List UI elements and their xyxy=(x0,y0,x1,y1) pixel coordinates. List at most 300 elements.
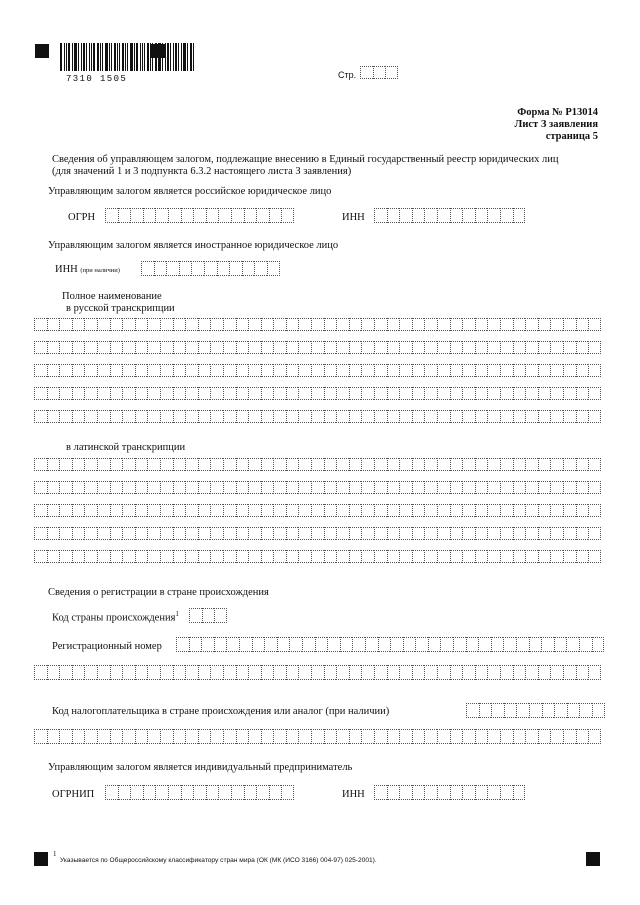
char-cell[interactable] xyxy=(500,665,513,680)
char-cell[interactable] xyxy=(248,364,261,377)
char-cell[interactable] xyxy=(399,387,412,400)
char-cell[interactable] xyxy=(538,481,551,494)
char-cell[interactable] xyxy=(576,481,589,494)
char-cell[interactable] xyxy=(529,637,542,652)
char-cell[interactable] xyxy=(198,729,211,744)
char-cell[interactable] xyxy=(97,550,110,563)
char-cell[interactable] xyxy=(47,504,60,517)
char-cell[interactable] xyxy=(185,729,198,744)
char-cell[interactable] xyxy=(487,208,500,223)
char-cell[interactable] xyxy=(352,637,365,652)
char-cell[interactable] xyxy=(529,703,542,718)
char-cell[interactable] xyxy=(324,504,337,517)
char-cell[interactable] xyxy=(462,387,475,400)
char-cell[interactable] xyxy=(487,387,500,400)
char-cell[interactable] xyxy=(248,550,261,563)
char-cell[interactable] xyxy=(223,665,236,680)
char-cell[interactable] xyxy=(550,729,563,744)
char-cell[interactable] xyxy=(59,527,72,540)
char-cell[interactable] xyxy=(110,527,123,540)
char-cell[interactable] xyxy=(286,387,299,400)
char-cell[interactable] xyxy=(450,208,463,223)
char-cell[interactable] xyxy=(440,637,453,652)
char-cell[interactable] xyxy=(567,703,580,718)
char-cell[interactable] xyxy=(210,341,223,354)
char-cell[interactable] xyxy=(160,387,173,400)
char-cell[interactable] xyxy=(298,481,311,494)
char-cell[interactable] xyxy=(538,387,551,400)
char-cell[interactable] xyxy=(550,665,563,680)
char-cell[interactable] xyxy=(412,341,425,354)
char-cell[interactable] xyxy=(336,504,349,517)
char-cell[interactable] xyxy=(563,481,576,494)
char-cell[interactable] xyxy=(462,729,475,744)
char-cell[interactable] xyxy=(487,318,500,331)
char-cell[interactable] xyxy=(286,729,299,744)
char-cell[interactable] xyxy=(168,208,181,223)
char-cell[interactable] xyxy=(500,729,513,744)
char-cell[interactable] xyxy=(412,208,425,223)
char-cell[interactable] xyxy=(72,504,85,517)
char-cell[interactable] xyxy=(538,318,551,331)
char-cell[interactable] xyxy=(513,504,526,517)
char-cell[interactable] xyxy=(135,387,148,400)
char-cell[interactable] xyxy=(513,550,526,563)
char-cell[interactable] xyxy=(236,318,249,331)
char-cell[interactable] xyxy=(273,364,286,377)
char-cell[interactable] xyxy=(198,481,211,494)
char-cell[interactable] xyxy=(374,785,387,800)
char-cell[interactable] xyxy=(462,341,475,354)
char-cell[interactable] xyxy=(273,410,286,423)
char-cell[interactable] xyxy=(563,550,576,563)
char-cell[interactable] xyxy=(424,481,437,494)
char-cell[interactable] xyxy=(462,665,475,680)
ogrnip-field[interactable] xyxy=(105,785,294,800)
char-cell[interactable] xyxy=(349,387,362,400)
char-cell[interactable] xyxy=(450,785,463,800)
char-cell[interactable] xyxy=(97,410,110,423)
char-cell[interactable] xyxy=(198,527,211,540)
char-cell[interactable] xyxy=(135,458,148,471)
char-cell[interactable] xyxy=(361,527,374,540)
char-cell[interactable] xyxy=(450,729,463,744)
char-cell[interactable] xyxy=(487,665,500,680)
char-cell[interactable] xyxy=(437,341,450,354)
char-cell[interactable] xyxy=(462,458,475,471)
char-cell[interactable] xyxy=(236,341,249,354)
char-cell[interactable] xyxy=(525,341,538,354)
char-cell[interactable] xyxy=(487,504,500,517)
char-cell[interactable] xyxy=(588,410,601,423)
char-cell[interactable] xyxy=(311,387,324,400)
char-cell[interactable] xyxy=(437,364,450,377)
char-cell[interactable] xyxy=(311,729,324,744)
char-cell[interactable] xyxy=(315,637,328,652)
tax-code-row-2[interactable] xyxy=(34,729,601,744)
char-cell[interactable] xyxy=(122,410,135,423)
char-cell[interactable] xyxy=(576,550,589,563)
char-cell[interactable] xyxy=(500,785,513,800)
char-cell[interactable] xyxy=(110,341,123,354)
char-cell[interactable] xyxy=(412,665,425,680)
char-cell[interactable] xyxy=(387,387,400,400)
char-cell[interactable] xyxy=(550,481,563,494)
char-cell[interactable] xyxy=(261,364,274,377)
char-cell[interactable] xyxy=(273,387,286,400)
name-lat-row[interactable] xyxy=(34,481,601,494)
char-cell[interactable] xyxy=(72,550,85,563)
char-cell[interactable] xyxy=(135,729,148,744)
char-cell[interactable] xyxy=(122,341,135,354)
char-cell[interactable] xyxy=(198,665,211,680)
char-cell[interactable] xyxy=(361,458,374,471)
char-cell[interactable] xyxy=(475,208,488,223)
char-cell[interactable] xyxy=(236,665,249,680)
char-cell[interactable] xyxy=(34,550,47,563)
char-cell[interactable] xyxy=(256,208,269,223)
char-cell[interactable] xyxy=(588,729,601,744)
char-cell[interactable] xyxy=(588,341,601,354)
char-cell[interactable] xyxy=(399,364,412,377)
char-cell[interactable] xyxy=(475,387,488,400)
char-cell[interactable] xyxy=(399,504,412,517)
char-cell[interactable] xyxy=(424,387,437,400)
char-cell[interactable] xyxy=(286,550,299,563)
char-cell[interactable] xyxy=(349,729,362,744)
char-cell[interactable] xyxy=(218,208,231,223)
char-cell[interactable] xyxy=(336,387,349,400)
char-cell[interactable] xyxy=(450,527,463,540)
char-cell[interactable] xyxy=(273,550,286,563)
char-cell[interactable] xyxy=(210,458,223,471)
char-cell[interactable] xyxy=(147,550,160,563)
char-cell[interactable] xyxy=(34,410,47,423)
char-cell[interactable] xyxy=(110,504,123,517)
name-ru-row[interactable] xyxy=(34,318,601,331)
char-cell[interactable] xyxy=(349,550,362,563)
char-cell[interactable] xyxy=(181,208,194,223)
char-cell[interactable] xyxy=(576,665,589,680)
char-cell[interactable] xyxy=(399,410,412,423)
char-cell[interactable] xyxy=(576,387,589,400)
char-cell[interactable] xyxy=(204,261,217,276)
char-cell[interactable] xyxy=(34,481,47,494)
char-cell[interactable] xyxy=(361,364,374,377)
char-cell[interactable] xyxy=(487,550,500,563)
char-cell[interactable] xyxy=(500,481,513,494)
char-cell[interactable] xyxy=(135,527,148,540)
reg-number-row-1[interactable] xyxy=(176,637,604,652)
char-cell[interactable] xyxy=(110,729,123,744)
char-cell[interactable] xyxy=(576,527,589,540)
char-cell[interactable] xyxy=(72,364,85,377)
char-cell[interactable] xyxy=(475,318,488,331)
char-cell[interactable] xyxy=(311,410,324,423)
char-cell[interactable] xyxy=(550,387,563,400)
char-cell[interactable] xyxy=(298,729,311,744)
char-cell[interactable] xyxy=(166,261,179,276)
char-cell[interactable] xyxy=(361,387,374,400)
char-cell[interactable] xyxy=(412,785,425,800)
char-cell[interactable] xyxy=(110,481,123,494)
char-cell[interactable] xyxy=(34,364,47,377)
char-cell[interactable] xyxy=(84,318,97,331)
char-cell[interactable] xyxy=(277,637,290,652)
char-cell[interactable] xyxy=(462,504,475,517)
char-cell[interactable] xyxy=(424,341,437,354)
char-cell[interactable] xyxy=(122,665,135,680)
char-cell[interactable] xyxy=(387,527,400,540)
char-cell[interactable] xyxy=(84,504,97,517)
char-cell[interactable] xyxy=(462,364,475,377)
char-cell[interactable] xyxy=(59,387,72,400)
char-cell[interactable] xyxy=(236,364,249,377)
char-cell[interactable] xyxy=(273,341,286,354)
char-cell[interactable] xyxy=(424,364,437,377)
char-cell[interactable] xyxy=(525,729,538,744)
char-cell[interactable] xyxy=(173,364,186,377)
char-cell[interactable] xyxy=(513,665,526,680)
char-cell[interactable] xyxy=(223,504,236,517)
char-cell[interactable] xyxy=(324,341,337,354)
char-cell[interactable] xyxy=(374,364,387,377)
char-cell[interactable] xyxy=(47,665,60,680)
char-cell[interactable] xyxy=(286,341,299,354)
name-ru-row[interactable] xyxy=(34,341,601,354)
char-cell[interactable] xyxy=(122,364,135,377)
char-cell[interactable] xyxy=(588,458,601,471)
char-cell[interactable] xyxy=(84,364,97,377)
char-cell[interactable] xyxy=(538,665,551,680)
char-cell[interactable] xyxy=(475,458,488,471)
char-cell[interactable] xyxy=(374,410,387,423)
char-cell[interactable] xyxy=(185,364,198,377)
char-cell[interactable] xyxy=(223,364,236,377)
name-ru-row[interactable] xyxy=(34,387,601,400)
char-cell[interactable] xyxy=(412,504,425,517)
char-cell[interactable] xyxy=(311,550,324,563)
char-cell[interactable] xyxy=(185,458,198,471)
char-cell[interactable] xyxy=(242,261,255,276)
char-cell[interactable] xyxy=(298,387,311,400)
char-cell[interactable] xyxy=(84,550,97,563)
char-cell[interactable] xyxy=(374,387,387,400)
char-cell[interactable] xyxy=(59,364,72,377)
char-cell[interactable] xyxy=(147,410,160,423)
char-cell[interactable] xyxy=(72,387,85,400)
char-cell[interactable] xyxy=(550,341,563,354)
char-cell[interactable] xyxy=(500,364,513,377)
char-cell[interactable] xyxy=(478,637,491,652)
char-cell[interactable] xyxy=(500,504,513,517)
char-cell[interactable] xyxy=(450,481,463,494)
char-cell[interactable] xyxy=(130,208,143,223)
char-cell[interactable] xyxy=(450,364,463,377)
tax-code-row-1[interactable] xyxy=(466,703,605,718)
char-cell[interactable] xyxy=(563,364,576,377)
char-cell[interactable] xyxy=(466,703,479,718)
char-cell[interactable] xyxy=(487,341,500,354)
char-cell[interactable] xyxy=(143,785,156,800)
char-cell[interactable] xyxy=(105,208,118,223)
char-cell[interactable] xyxy=(135,504,148,517)
char-cell[interactable] xyxy=(218,785,231,800)
char-cell[interactable] xyxy=(487,458,500,471)
char-cell[interactable] xyxy=(374,341,387,354)
char-cell[interactable] xyxy=(59,550,72,563)
inn-field[interactable] xyxy=(374,208,525,223)
char-cell[interactable] xyxy=(324,318,337,331)
char-cell[interactable] xyxy=(563,458,576,471)
char-cell[interactable] xyxy=(349,410,362,423)
char-cell[interactable] xyxy=(110,665,123,680)
char-cell[interactable] xyxy=(122,387,135,400)
char-cell[interactable] xyxy=(185,504,198,517)
char-cell[interactable] xyxy=(185,481,198,494)
char-cell[interactable] xyxy=(513,341,526,354)
char-cell[interactable] xyxy=(450,504,463,517)
char-cell[interactable] xyxy=(450,458,463,471)
char-cell[interactable] xyxy=(428,637,441,652)
char-cell[interactable] xyxy=(513,527,526,540)
char-cell[interactable] xyxy=(450,341,463,354)
char-cell[interactable] xyxy=(141,261,154,276)
char-cell[interactable] xyxy=(273,665,286,680)
char-cell[interactable] xyxy=(201,637,214,652)
char-cell[interactable] xyxy=(412,458,425,471)
char-cell[interactable] xyxy=(311,504,324,517)
char-cell[interactable] xyxy=(424,729,437,744)
char-cell[interactable] xyxy=(47,341,60,354)
char-cell[interactable] xyxy=(390,637,403,652)
char-cell[interactable] xyxy=(236,550,249,563)
char-cell[interactable] xyxy=(185,387,198,400)
char-cell[interactable] xyxy=(110,550,123,563)
name-ru-row[interactable] xyxy=(34,410,601,423)
char-cell[interactable] xyxy=(563,665,576,680)
char-cell[interactable] xyxy=(210,410,223,423)
char-cell[interactable] xyxy=(487,481,500,494)
char-cell[interactable] xyxy=(110,458,123,471)
char-cell[interactable] xyxy=(198,550,211,563)
char-cell[interactable] xyxy=(513,481,526,494)
char-cell[interactable] xyxy=(236,481,249,494)
char-cell[interactable] xyxy=(239,637,252,652)
char-cell[interactable] xyxy=(84,729,97,744)
char-cell[interactable] xyxy=(286,410,299,423)
char-cell[interactable] xyxy=(273,458,286,471)
char-cell[interactable] xyxy=(72,410,85,423)
char-cell[interactable] xyxy=(500,318,513,331)
char-cell[interactable] xyxy=(324,410,337,423)
char-cell[interactable] xyxy=(324,458,337,471)
char-cell[interactable] xyxy=(160,504,173,517)
char-cell[interactable] xyxy=(311,341,324,354)
char-cell[interactable] xyxy=(59,729,72,744)
char-cell[interactable] xyxy=(47,550,60,563)
char-cell[interactable] xyxy=(72,665,85,680)
char-cell[interactable] xyxy=(147,665,160,680)
char-cell[interactable] xyxy=(412,410,425,423)
char-cell[interactable] xyxy=(361,410,374,423)
char-cell[interactable] xyxy=(500,208,513,223)
char-cell[interactable] xyxy=(403,637,416,652)
char-cell[interactable] xyxy=(500,341,513,354)
char-cell[interactable] xyxy=(236,527,249,540)
char-cell[interactable] xyxy=(462,550,475,563)
char-cell[interactable] xyxy=(541,637,554,652)
char-cell[interactable] xyxy=(387,550,400,563)
char-cell[interactable] xyxy=(147,458,160,471)
char-cell[interactable] xyxy=(563,387,576,400)
char-cell[interactable] xyxy=(491,637,504,652)
char-cell[interactable] xyxy=(487,410,500,423)
char-cell[interactable] xyxy=(198,504,211,517)
char-cell[interactable] xyxy=(424,665,437,680)
char-cell[interactable] xyxy=(202,608,215,623)
char-cell[interactable] xyxy=(217,261,230,276)
char-cell[interactable] xyxy=(160,410,173,423)
char-cell[interactable] xyxy=(365,637,378,652)
char-cell[interactable] xyxy=(173,341,186,354)
char-cell[interactable] xyxy=(374,458,387,471)
char-cell[interactable] xyxy=(281,785,294,800)
char-cell[interactable] xyxy=(176,637,189,652)
char-cell[interactable] xyxy=(261,341,274,354)
char-cell[interactable] xyxy=(34,318,47,331)
char-cell[interactable] xyxy=(261,550,274,563)
char-cell[interactable] xyxy=(47,410,60,423)
foreign-inn-field[interactable] xyxy=(141,261,280,276)
char-cell[interactable] xyxy=(261,458,274,471)
char-cell[interactable] xyxy=(361,341,374,354)
char-cell[interactable] xyxy=(269,208,282,223)
char-cell[interactable] xyxy=(185,527,198,540)
char-cell[interactable] xyxy=(324,481,337,494)
char-cell[interactable] xyxy=(248,729,261,744)
char-cell[interactable] xyxy=(214,637,227,652)
char-cell[interactable] xyxy=(399,785,412,800)
char-cell[interactable] xyxy=(223,458,236,471)
char-cell[interactable] xyxy=(261,665,274,680)
char-cell[interactable] xyxy=(206,208,219,223)
char-cell[interactable] xyxy=(437,481,450,494)
char-cell[interactable] xyxy=(550,527,563,540)
country-code-field[interactable] xyxy=(189,608,227,623)
char-cell[interactable] xyxy=(387,208,400,223)
char-cell[interactable] xyxy=(525,504,538,517)
char-cell[interactable] xyxy=(516,637,529,652)
char-cell[interactable] xyxy=(399,208,412,223)
char-cell[interactable] xyxy=(324,364,337,377)
char-cell[interactable] xyxy=(59,341,72,354)
char-cell[interactable] xyxy=(298,550,311,563)
char-cell[interactable] xyxy=(84,458,97,471)
char-cell[interactable] xyxy=(302,637,315,652)
char-cell[interactable] xyxy=(214,608,227,623)
char-cell[interactable] xyxy=(361,481,374,494)
char-cell[interactable] xyxy=(72,481,85,494)
char-cell[interactable] xyxy=(592,703,605,718)
char-cell[interactable] xyxy=(231,208,244,223)
char-cell[interactable] xyxy=(191,261,204,276)
char-cell[interactable] xyxy=(97,458,110,471)
char-cell[interactable] xyxy=(248,481,261,494)
char-cell[interactable] xyxy=(198,410,211,423)
char-cell[interactable] xyxy=(361,550,374,563)
char-cell[interactable] xyxy=(147,504,160,517)
